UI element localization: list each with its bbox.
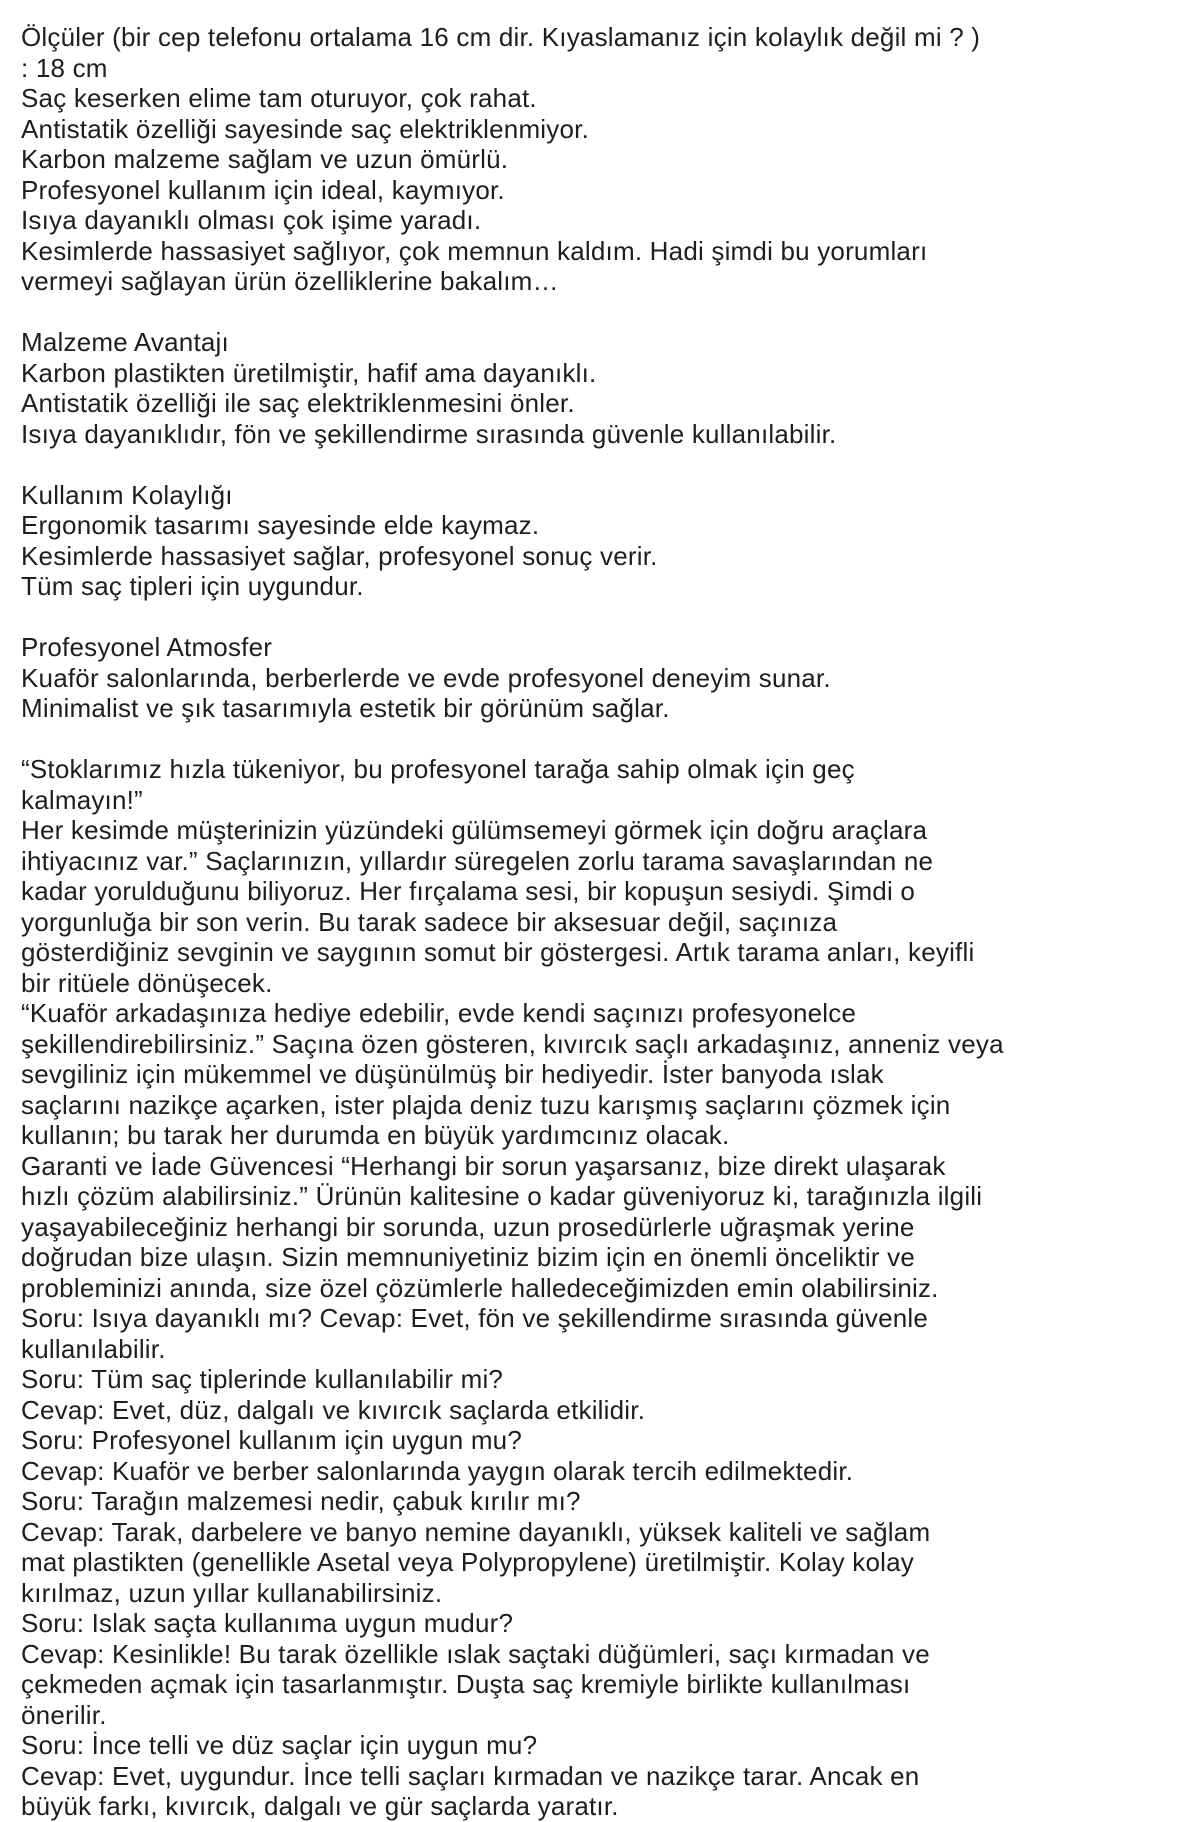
text-line: probleminizi anında, size özel çözümlerle halledeceğimizden emin olabilirsiniz.	[21, 1272, 939, 1303]
text-line: kadar yorulduğunu biliyoruz. Her fırçalama sesi, bir kopuşun sesiydi. Şimdi o	[21, 876, 916, 906]
text-line: Cevap: Evet, uygundur. İnce telli saçları kırmadan ve nazikçe tarar. Ancak en	[21, 1760, 920, 1791]
text-line: büyük farkı, kıvırcık, dalgalı ve gür saçlarda yaratır.	[21, 1791, 619, 1821]
text-line: Isıya dayanıklı olması çok işime yaradı.	[21, 205, 482, 235]
text-line: Soru: Islak saçta kullanıma uygun mudur?	[21, 1608, 514, 1638]
text-line: Soru: İnce telli ve düz saçlar için uygun mu?	[21, 1730, 538, 1760]
text-line: Kesimlerde hassasiyet sağlıyor, çok memnun kaldım. Hadi şimdi bu yorumları	[21, 235, 928, 266]
text-line: Kesimlerde hassasiyet sağlar, profesyonel sonuç verir.	[21, 540, 658, 571]
text-line: hızlı çözüm alabilirsiniz.” Ürünün kalitesine o kadar güveniyoruz ki, tarağınızla ilgili	[21, 1181, 983, 1211]
text-line: Ergonomik tasarımı sayesinde elde kaymaz.	[21, 510, 540, 540]
text-line: yorgunluğa bir son verin. Bu tarak sadece bir aksesuar değil, saçınıza	[21, 906, 838, 937]
paragraph-malzeme-avantaji	[21, 327, 1190, 449]
text-line: doğrudan bize ulaşın. Sizin memnuniyetiniz bizim için en önemli önceliktir ve	[21, 1242, 916, 1272]
text-line: Her kesimde müşterinizin yüzündeki gülümsemeyi görmek için doğru araçlara	[21, 815, 928, 845]
text-line: Profesyonel Atmosfer	[21, 632, 273, 662]
text-line: kırılmaz, uzun yıllar kullanabilirsiniz.	[21, 1577, 443, 1608]
text-line: Malzeme Avantajı	[21, 327, 229, 357]
text-line: yaşayabileceğiniz herhangi bir sorunda, uzun prosedürlerle uğraşmak yerine	[21, 1211, 915, 1242]
text-line: vermeyi sağlayan ürün özelliklerine bakalım…	[21, 266, 559, 296]
text-line: Cevap: Kuaför ve berber salonlarında yaygın olarak tercih edilmektedir.	[21, 1455, 854, 1486]
paragraph-kullanim-kolayligi	[21, 480, 1190, 602]
text-line: Antistatik özelliği ile saç elektriklenmesini önler.	[21, 388, 575, 418]
text-line: saçlarını nazikçe açarken, ister plajda deniz tuzu karışmış saçlarını çözmek için	[21, 1089, 951, 1120]
text-line: kalmayın!”	[21, 784, 143, 815]
text-line: “Kuaför arkadaşınıza hediye edebilir, evde kendi saçınızı profesyonelce	[21, 998, 857, 1028]
paragraph-pazarlama-garanti-ve-sss	[21, 754, 1190, 1822]
text-line: çekmeden açmak için tasarlanmıştır. Duşta saç kremiyle birlikte kullanılması	[21, 1669, 911, 1699]
text-line: sevgiliniz için mükemmel ve düşünülmüş bir hediyedir. İster banyoda ıslak	[21, 1059, 884, 1089]
text-line: mat plastikten (genellikle Asetal veya Polypropylene) üretilmiştir. Kolay kolay	[21, 1547, 914, 1577]
text-line: : 18 cm	[21, 52, 108, 83]
text-line: Tüm saç tipleri için uygundur.	[21, 571, 364, 601]
text-line: Ölçüler (bir cep telefonu ortalama 16 cm dir. Kıyaslamanız için kolaylık değil mi ? )	[21, 22, 981, 52]
text-line: “Stoklarımız hızla tükeniyor, bu profesyonel tarağa sahip olmak için geç	[21, 754, 855, 784]
text-line: Saç keserken elime tam oturuyor, çok rahat.	[21, 83, 537, 113]
text-line: Soru: Tüm saç tiplerinde kullanılabilir mi?	[21, 1364, 504, 1394]
text-line: Minimalist ve şık tasarımıyla estetik bir görünüm sağlar.	[21, 693, 670, 723]
paragraph-profesyonel-atmosfer	[21, 632, 1190, 724]
text-line: önerilir.	[21, 1699, 107, 1730]
text-line: Karbon plastikten üretilmiştir, hafif ama dayanıklı.	[21, 357, 597, 388]
text-line: Cevap: Evet, düz, dalgalı ve kıvırcık saçlarda etkilidir.	[21, 1394, 646, 1425]
text-line: Kullanım Kolaylığı	[21, 479, 233, 510]
text-line: Antistatik özelliği sayesinde saç elektriklenmiyor.	[21, 113, 589, 144]
text-line: Profesyonel kullanım için ideal, kaymıyor.	[21, 174, 505, 205]
text-line: kullanın; bu tarak her durumda en büyük yardımcınız olacak.	[21, 1120, 730, 1150]
paragraph-olculer-ve-kullanici-yorumlari	[21, 22, 1190, 297]
text-line: kullanılabilir.	[21, 1333, 166, 1364]
text-line: şekillendirebilirsiniz.” Saçına özen gösteren, kıvırcık saçlı arkadaşınız, anneniz veya	[21, 1028, 1004, 1059]
text-line: Kuaför salonlarında, berberlerde ve evde profesyonel deneyim sunar.	[21, 662, 831, 693]
text-line: bir ritüele dönüşecek.	[21, 967, 273, 998]
text-line: ihtiyacınız var.” Saçlarınızın, yıllardır süregelen zorlu tarama savaşlarından ne	[21, 845, 934, 876]
text-line: Garanti ve İade Güvencesi “Herhangi bir sorun yaşarsanız, bize direkt ulaşarak	[21, 1150, 946, 1181]
text-line: Cevap: Tarak, darbelere ve banyo nemine dayanıklı, yüksek kaliteli ve sağlam	[21, 1516, 931, 1547]
text-line: Cevap: Kesinlikle! Bu tarak özellikle ıslak saçtaki düğümleri, saçı kırmadan ve	[21, 1638, 930, 1669]
text-line: Soru: Isıya dayanıklı mı? Cevap: Evet, fön ve şekillendirme sırasında güvenle	[21, 1303, 929, 1333]
text-line: Karbon malzeme sağlam ve uzun ömürlü.	[21, 144, 509, 174]
text-line: Isıya dayanıklıdır, fön ve şekillendirme sırasında güvenle kullanılabilir.	[21, 418, 837, 449]
text-line: gösterdiğiniz sevginin ve saygının somut bir göstergesi. Artık tarama anları, keyifli	[21, 937, 975, 967]
text-line: Soru: Tarağın malzemesi nedir, çabuk kırılır mı?	[21, 1486, 581, 1516]
text-line: Soru: Profesyonel kullanım için uygun mu?	[21, 1425, 523, 1455]
